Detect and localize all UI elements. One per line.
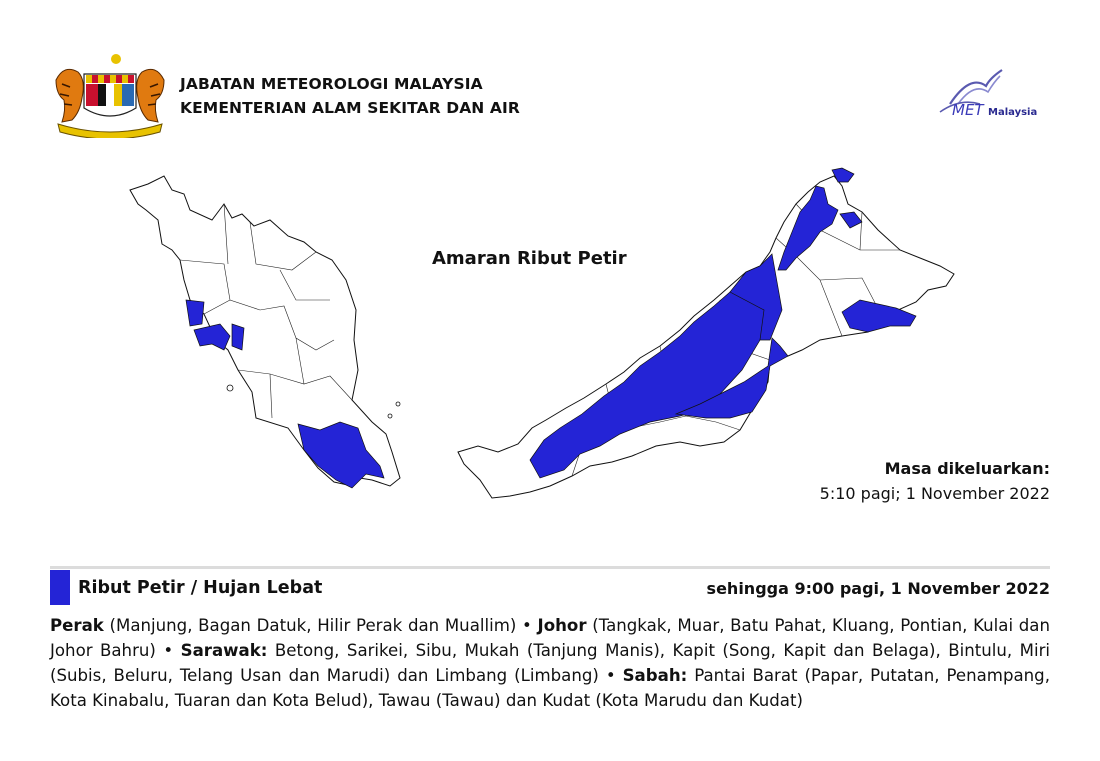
warn-perak-muallim [232, 324, 244, 350]
region-entry: Johor (Tangkak, Muar, Batu Pahat, Kluang, Pontian, Kulai dan Johor Bahru) • [50, 616, 1050, 660]
warning-color-key [50, 570, 70, 605]
peninsular-malaysia [130, 176, 400, 488]
map-title: Amaran Ribut Petir [432, 248, 627, 269]
region-state: Sabah [622, 666, 681, 685]
region-state: Johor [537, 616, 587, 635]
region-entry: Sarawak: Betong, Sarikei, Sibu, Mukah (Tanjung Manis), Kapit (Song, Kapit dan Belaga), Bintulu, Miri (Subis, Beluru, Telang Usan dan Marudi) dan Limbang (Limbang) • [50, 641, 1051, 685]
agency-name: JABATAN METEOROLOGI MALAYSIA [180, 75, 483, 93]
region-areas: Betong, Sarikei, Sibu, Mukah (Tanjung Manis), Kapit (Song, Kapit dan Belaga), Bintulu, Miri (Subis, Beluru, Telang Usan dan Marudi) dan Limbang (Limbang) [50, 641, 1051, 685]
region-entry: Perak (Manjung, Bagan Datuk, Hilir Perak dan Muallim) • [50, 616, 538, 635]
divider [50, 566, 1050, 569]
region-areas: Pantai Barat (Papar, Putatan, Penampang, Kota Kinabalu, Tuaran dan Kota Belud), Tawau (Tawau) dan Kudat (Kota Marudu dan Kudat) [50, 666, 1050, 710]
issued-label: Masa dikeluarkan: [884, 459, 1050, 478]
region-areas: (Tangkak, Muar, Batu Pahat, Kluang, Pontian, Kulai dan Johor Bahru) [50, 616, 1050, 660]
met-malaysia-logo [930, 68, 1048, 120]
affected-areas [50, 613, 1050, 713]
east-malaysia [458, 168, 954, 498]
region-state: Perak [50, 616, 104, 635]
region-entry: Sabah: Pantai Barat (Papar, Putatan, Penampang, Kota Kinabalu, Tuaran dan Kota Belud), Tawau (Tawau) dan Kudat (Kota Marudu dan Kudat) [50, 666, 1050, 710]
warning-type: Ribut Petir / Hujan Lebat [78, 578, 323, 598]
issued-value: 5:10 pagi; 1 November 2022 [819, 484, 1050, 503]
coat-of-arms-logo [50, 50, 170, 138]
ministry-name: KEMENTERIAN ALAM SEKITAR DAN AIR [180, 99, 520, 117]
met-logo-text: MET [952, 101, 984, 119]
warn-perak-manjung [186, 300, 204, 326]
met-logo-suffix: Malaysia [988, 107, 1038, 118]
region-state: Sarawak [180, 641, 261, 660]
warning-valid-until: sehingga 9:00 pagi, 1 November 2022 [706, 579, 1050, 598]
region-areas: (Manjung, Bagan Datuk, Hilir Perak dan Muallim) [109, 616, 517, 635]
agency-header [180, 72, 520, 120]
issued-time-block [820, 456, 1050, 506]
